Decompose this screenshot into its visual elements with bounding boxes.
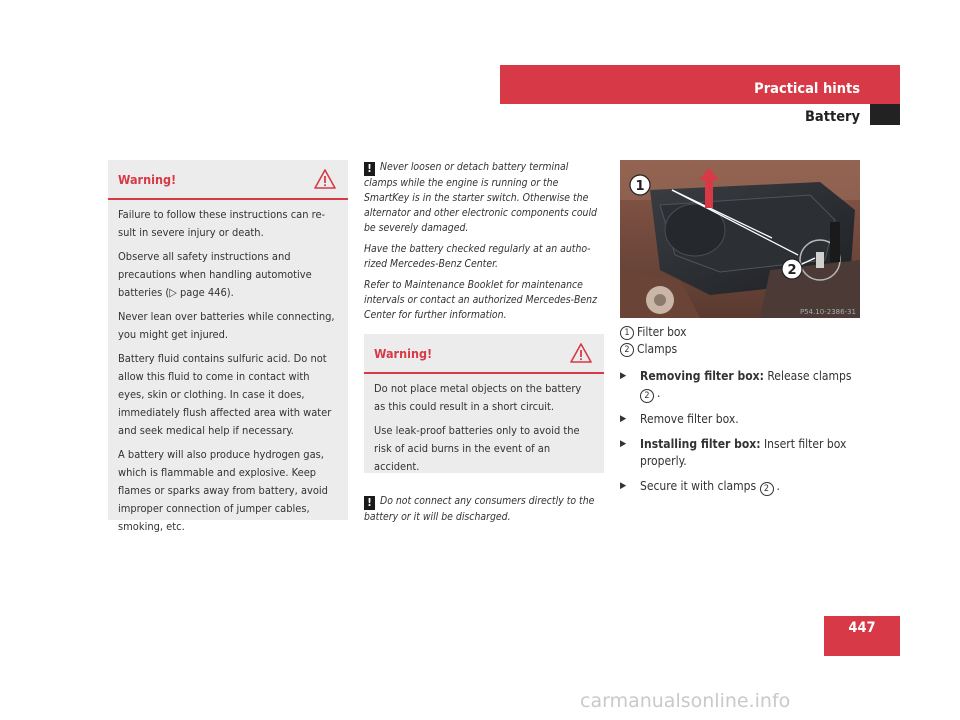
step-remove-clamps (620, 368, 870, 403)
warning-paragraph: A battery will also produce hydrogen gas, which is flammable and explosive. Keep flames or sparks away from battery, avoid improper connection of jumper cables, smoking, etc. (118, 448, 328, 533)
note-check: Have the battery checked regularly at an autho-rized Mercedes-Benz Center. (364, 243, 591, 270)
step-text (640, 368, 870, 403)
warning-paragraph: Observe all safety instructions and precautions when handling automotive batteries (▷ page 446). (118, 250, 312, 299)
notes-column (364, 160, 604, 329)
warning-paragraph: Battery fluid contains sulfuric acid. Do not allow this fluid to come in contact with eyes, skin or clothing. In case it does, immediately flush affected area with water and seek medical help if necessary. (118, 352, 332, 437)
callout-1-label: 1 (635, 179, 645, 194)
legend-number: 1 (620, 326, 634, 340)
warning-header (108, 160, 348, 200)
legend-number: 2 (640, 389, 654, 403)
step-remove-box (620, 411, 870, 428)
warning-header (364, 334, 604, 374)
legend-number: 2 (760, 482, 774, 496)
warning-paragraph: Use leak-proof batteries only to avoid the risk of acid burns in the event of an accident. (374, 424, 580, 473)
step-body: Insert filter box properly. (640, 437, 847, 468)
step-text: Remove filter box. (640, 412, 739, 426)
warning-paragraph: Failure to follow these instructions can re-sult in severe injury or death. (118, 208, 326, 239)
step-install-box (620, 436, 870, 470)
step-end: . (657, 386, 661, 400)
warning-body (108, 200, 348, 536)
header-marker (870, 104, 900, 125)
warning-triangle-icon (314, 169, 336, 189)
note-text: Never loosen or detach battery terminal clamps while the engine is running or the SmartKey is in the starter switch. Otherwise the alternator and other electronic components could be severely damaged. (364, 161, 597, 234)
note-damage (364, 160, 604, 236)
warning-triangle-icon (570, 343, 592, 363)
step-heading: Removing filter box: (640, 369, 764, 383)
section-title: Practical hints (754, 80, 860, 97)
warning-body (364, 374, 604, 476)
bullet-arrow-icon: ▶ (620, 481, 627, 491)
step-text (640, 478, 780, 496)
legend-text: Filter box (637, 325, 687, 339)
bullet-arrow-icon: ▶ (620, 371, 627, 381)
caution-icon: ! (364, 496, 375, 510)
step-body: Secure it with clamps (640, 479, 760, 493)
note-maintenance: Refer to Maintenance Booklet for maintenance intervals or contact an authorized Mercedes-Benz Center for further information. (364, 279, 598, 321)
legend-number: 2 (620, 343, 634, 357)
bullet-arrow-icon: ▶ (620, 414, 627, 424)
legend-text: Clamps (637, 342, 678, 356)
legend-item (620, 324, 870, 341)
caution-icon: ! (364, 162, 375, 176)
watermark: carmanualsonline.info (580, 690, 791, 712)
step-end: . (776, 479, 780, 493)
warning-paragraph: Never lean over batteries while connecting, you might get injured. (118, 310, 335, 341)
bullet-arrow-icon: ▶ (620, 439, 627, 449)
warning-paragraph: Do not place metal objects on the battery as this could result in a short circuit. (374, 382, 582, 413)
header-bar (500, 65, 900, 104)
filter-box-illustration (620, 160, 860, 318)
instructions (620, 324, 870, 496)
warning-box-1 (108, 160, 348, 533)
note-text: Do not connect any consumers directly to the battery or it will be discharged. (364, 495, 595, 523)
step-heading: Installing filter box: (640, 437, 761, 451)
warning-label: Warning! (118, 171, 177, 187)
figure-code: P54.10-2386-31 (799, 308, 856, 316)
note-consumers (364, 494, 604, 525)
callout-2-label: 2 (787, 263, 797, 278)
engine-bay-photo (620, 160, 860, 318)
subsection-title: Battery (804, 109, 860, 125)
step-secure (620, 478, 870, 496)
warning-label: Warning! (374, 345, 433, 361)
legend-item (620, 341, 870, 358)
step-text (640, 436, 870, 470)
step-body: Release clamps (763, 369, 852, 383)
page-number: 447 (824, 616, 900, 656)
warning-box-2 (364, 334, 604, 473)
